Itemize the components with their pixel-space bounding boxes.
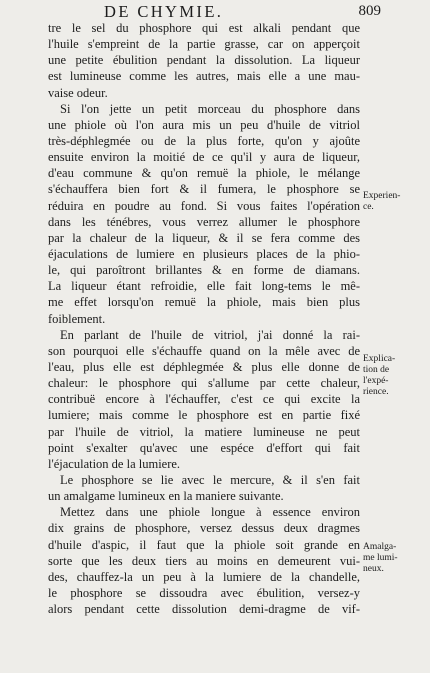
margin-note-amalgam bbox=[363, 542, 429, 575]
text-line: des, chauffez-la un peu à la lumiere de la chandelle, bbox=[48, 569, 360, 584]
text-line: Mettez dans une phiole longue à essence environ bbox=[60, 505, 360, 520]
text-line: foiblement. bbox=[48, 311, 106, 326]
text-line: l'eau, plus elle est déphlegmée & plus elle donne de bbox=[48, 359, 360, 374]
margin-note-line: neux. bbox=[363, 564, 384, 574]
text-line: dans les ténébres, vous verrez allumer le phosphore bbox=[48, 214, 360, 229]
text-line: tre le sel du phosphore qui est alkali pendant que bbox=[48, 21, 360, 35]
text-line: l'huile s'empreint de la partie grasse, car on apperçoit bbox=[48, 37, 360, 52]
margin-note-line: rience. bbox=[363, 387, 389, 397]
margin-note-experience bbox=[363, 191, 429, 213]
text-line: me effet lorsqu'on remuë la phiole, mais bien plus bbox=[48, 295, 360, 310]
margin-note-line: Explica- bbox=[363, 354, 396, 364]
running-head bbox=[0, 2, 430, 22]
text-line: le phosphore se dissoudra avec ébulition, versez-y bbox=[48, 585, 360, 600]
text-line: contribuë encore à l'échauffer, c'est ce qui excite la bbox=[48, 392, 360, 407]
text-line: d'huile d'aspic, il faut que la phiole soit grande en bbox=[48, 537, 360, 552]
text-line: Le phosphore se lie avec le mercure, & il s'en fait bbox=[60, 472, 360, 487]
text-line: son pourquoi elle s'échauffe quand on la mêle avec de bbox=[48, 343, 360, 358]
text-line: s'échauffera bien fort & il fumera, le phosphore se bbox=[48, 182, 360, 197]
text-line: est lumineuse comme les autres, mais elle a une mau- bbox=[48, 69, 360, 84]
text-line: vaise odeur. bbox=[48, 85, 108, 100]
text-line: d'eau commune & qu'on remuë la phiole, le mélange bbox=[48, 166, 360, 181]
running-title: DE CHYMIE. bbox=[104, 2, 224, 21]
text-line: Si l'on jette un petit morceau du phosphore dans bbox=[60, 101, 360, 116]
text-line: réduira en poudre au fond. Si vous faites l'opération bbox=[48, 198, 360, 213]
text-line: un amalgame lumineux en la maniere suivante. bbox=[48, 489, 284, 504]
margin-note-line: ce. bbox=[363, 202, 374, 212]
text-line: très-déphlegmée ou de la plus forte, qu'on y ajoûte bbox=[48, 133, 360, 148]
margin-note-line: tion de bbox=[363, 365, 390, 375]
text-line: une phiole où l'on aura mis un peu d'huile de vitriol bbox=[48, 117, 360, 132]
text-line: le, qui paroîtront brillantes & en forme de diamans. bbox=[48, 263, 360, 278]
text-line: chaleur: le phosphore qui s'allume par cette chaleur, bbox=[48, 376, 360, 391]
text-line: sorte que les deux tiers au moins en demeurent vui- bbox=[48, 553, 360, 568]
margin-note-line: l'expé- bbox=[363, 376, 389, 386]
text-line: point s'exalter qu'avec une espéce d'effort qui fait bbox=[48, 440, 360, 455]
body-text bbox=[48, 20, 360, 617]
text-line: La liqueur étant refroidie, elle fait long-tems le mê- bbox=[48, 279, 360, 294]
margin-note-line: Experien- bbox=[363, 191, 401, 201]
text-line: En parlant de l'huile de vitriol, j'ai donné la rai- bbox=[60, 327, 360, 342]
text-line: l'éjaculation de la lumiere. bbox=[48, 456, 181, 471]
margin-note-explanation bbox=[363, 354, 429, 398]
text-line: une petite ébulition pendant la dissolution. La liqueur bbox=[48, 53, 360, 68]
page-number: 809 bbox=[358, 3, 381, 19]
text-line: alors pendant cette dissolution demi-dragme de vif- bbox=[48, 602, 360, 617]
text-line: par la chaleur de la liqueur, & il se fera comme des bbox=[48, 230, 360, 245]
margin-note-line: Amalga- bbox=[363, 542, 397, 552]
text-line: ensuite environ la moitié de ce qu'il y aura de liqueur, bbox=[48, 150, 360, 165]
text-line: lumiere; mais comme le phosphore est en partie fixé bbox=[48, 408, 360, 423]
text-line: dix grains de phosphore, versez dessus deux dragmes bbox=[48, 521, 360, 536]
text-line: par l'huile de vitriol, la matiere lumineuse ne peut bbox=[48, 424, 360, 439]
margin-note-line: me lumi- bbox=[363, 553, 398, 563]
text-line: éjaculations de lumiere en plusieurs places de la phio- bbox=[48, 246, 360, 261]
